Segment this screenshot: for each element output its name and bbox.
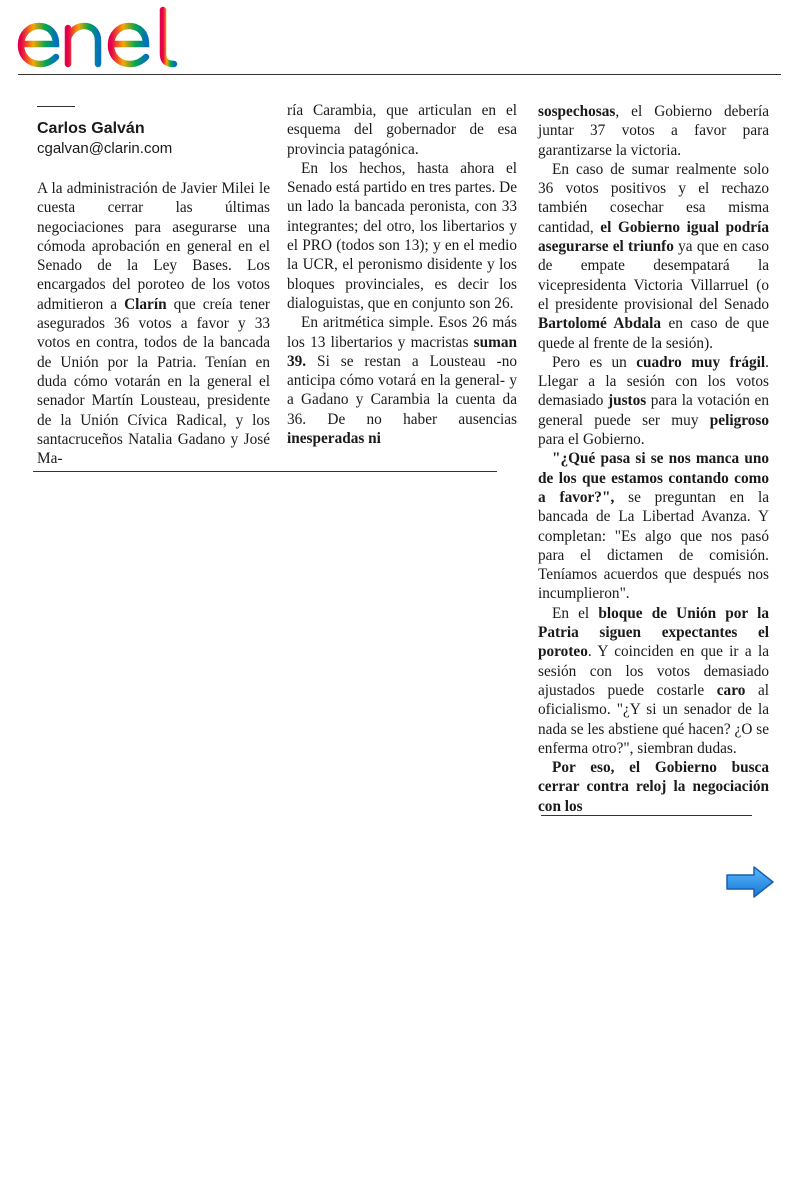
- divider-rule: [33, 471, 497, 472]
- paragraph: En aritmética simple. Esos 26 más los 13 libertarios y macristas suman 39. Si se restan a Lousteau -no anticipa cómo votará en la general- y a Gadano y Carambia la cuenta da 36. De no haber ausencias inesperadas ni: [287, 314, 517, 448]
- paragraph: En los hechos, hasta ahora el Senado está partido en tres partes. De un lado la bancada peronista, con 33 integrantes; del otro, los libertarios y el PRO (todos son 13); y en el medio la UCR, el peronismo disidente y los bloques provinciales, es decir los dialoguistas, que en conjunto son 26.: [287, 159, 517, 312]
- paragraph: En caso de sumar realmente solo 36 votos positivos y el rechazo también cosechar esa misma cantidad, el Gobierno igual podría asegurarse el triunfo ya que en caso de empate desempatará la vicepresidenta Victoria Villarruel (o el presidente provisional del Senado Bartolomé Abdala en caso de que quede al frente de la sesión).: [538, 160, 769, 352]
- paragraph: Pero es un cuadro muy frágil. Llegar a la sesión con los votos demasiado justos para la votación en general puede ser muy peligroso para el Gobierno.: [538, 353, 769, 449]
- header-rule: [18, 74, 781, 75]
- paragraph: sospechosas, el Gobierno debería juntar 37 votos a favor para garantizarse la victoria.: [538, 103, 769, 159]
- author-rule: [37, 106, 75, 107]
- enel-logo: [16, 6, 186, 70]
- article-column-1: [37, 179, 270, 468]
- author-name: Carlos Galván: [37, 120, 145, 137]
- paragraph: Por eso, el Gobierno busca cerrar contra reloj la negociación con los: [538, 759, 769, 815]
- article-column-2: [287, 101, 517, 448]
- article-column-3: [538, 102, 769, 816]
- paragraph: A la administración de Javier Milei le cuesta cerrar las últimas negociaciones para asegurarse una cómoda aprobación en general en el Senado de la Ley Bases. Los encargados del poroteo de los votos admitieron a Clarín que creía tener asegurados 36 votos a favor y 33 votos en contra, todos de la bancada de Unión por la Patria. Tenían en duda cómo votarán en la general el senador Martín Lousteau, presidente de la Unión Cívica Radical, y los santacruceños Natalia Gadano y José Ma-: [37, 180, 270, 468]
- paragraph: "¿Qué pasa si se nos manca uno de los que estamos contando como a favor?", se preguntan en la bancada de La Libertad Avanza. Y completan: "Es algo que nos pasó para el dictamen de comisión. Teníamos acuerdos que después nos incumplieron".: [538, 450, 769, 603]
- author-email: cgalvan@clarin.com: [37, 140, 173, 157]
- paragraph: ría Carambia, que articulan en el esquema del gobernador de esa provincia patagónica.: [287, 102, 517, 158]
- paragraph: En el bloque de Unión por la Patria siguen expectantes el poroteo. Y coinciden en que ir a la sesión con los votos demasiado ajustados puede costarle caro al oficialismo. "¿Y si un senador de la nada se les abstiene qué hacen? ¿O se enferma otro?", siembran dudas.: [538, 604, 769, 757]
- arrow-right-icon[interactable]: [724, 864, 776, 900]
- divider-rule: [541, 815, 752, 816]
